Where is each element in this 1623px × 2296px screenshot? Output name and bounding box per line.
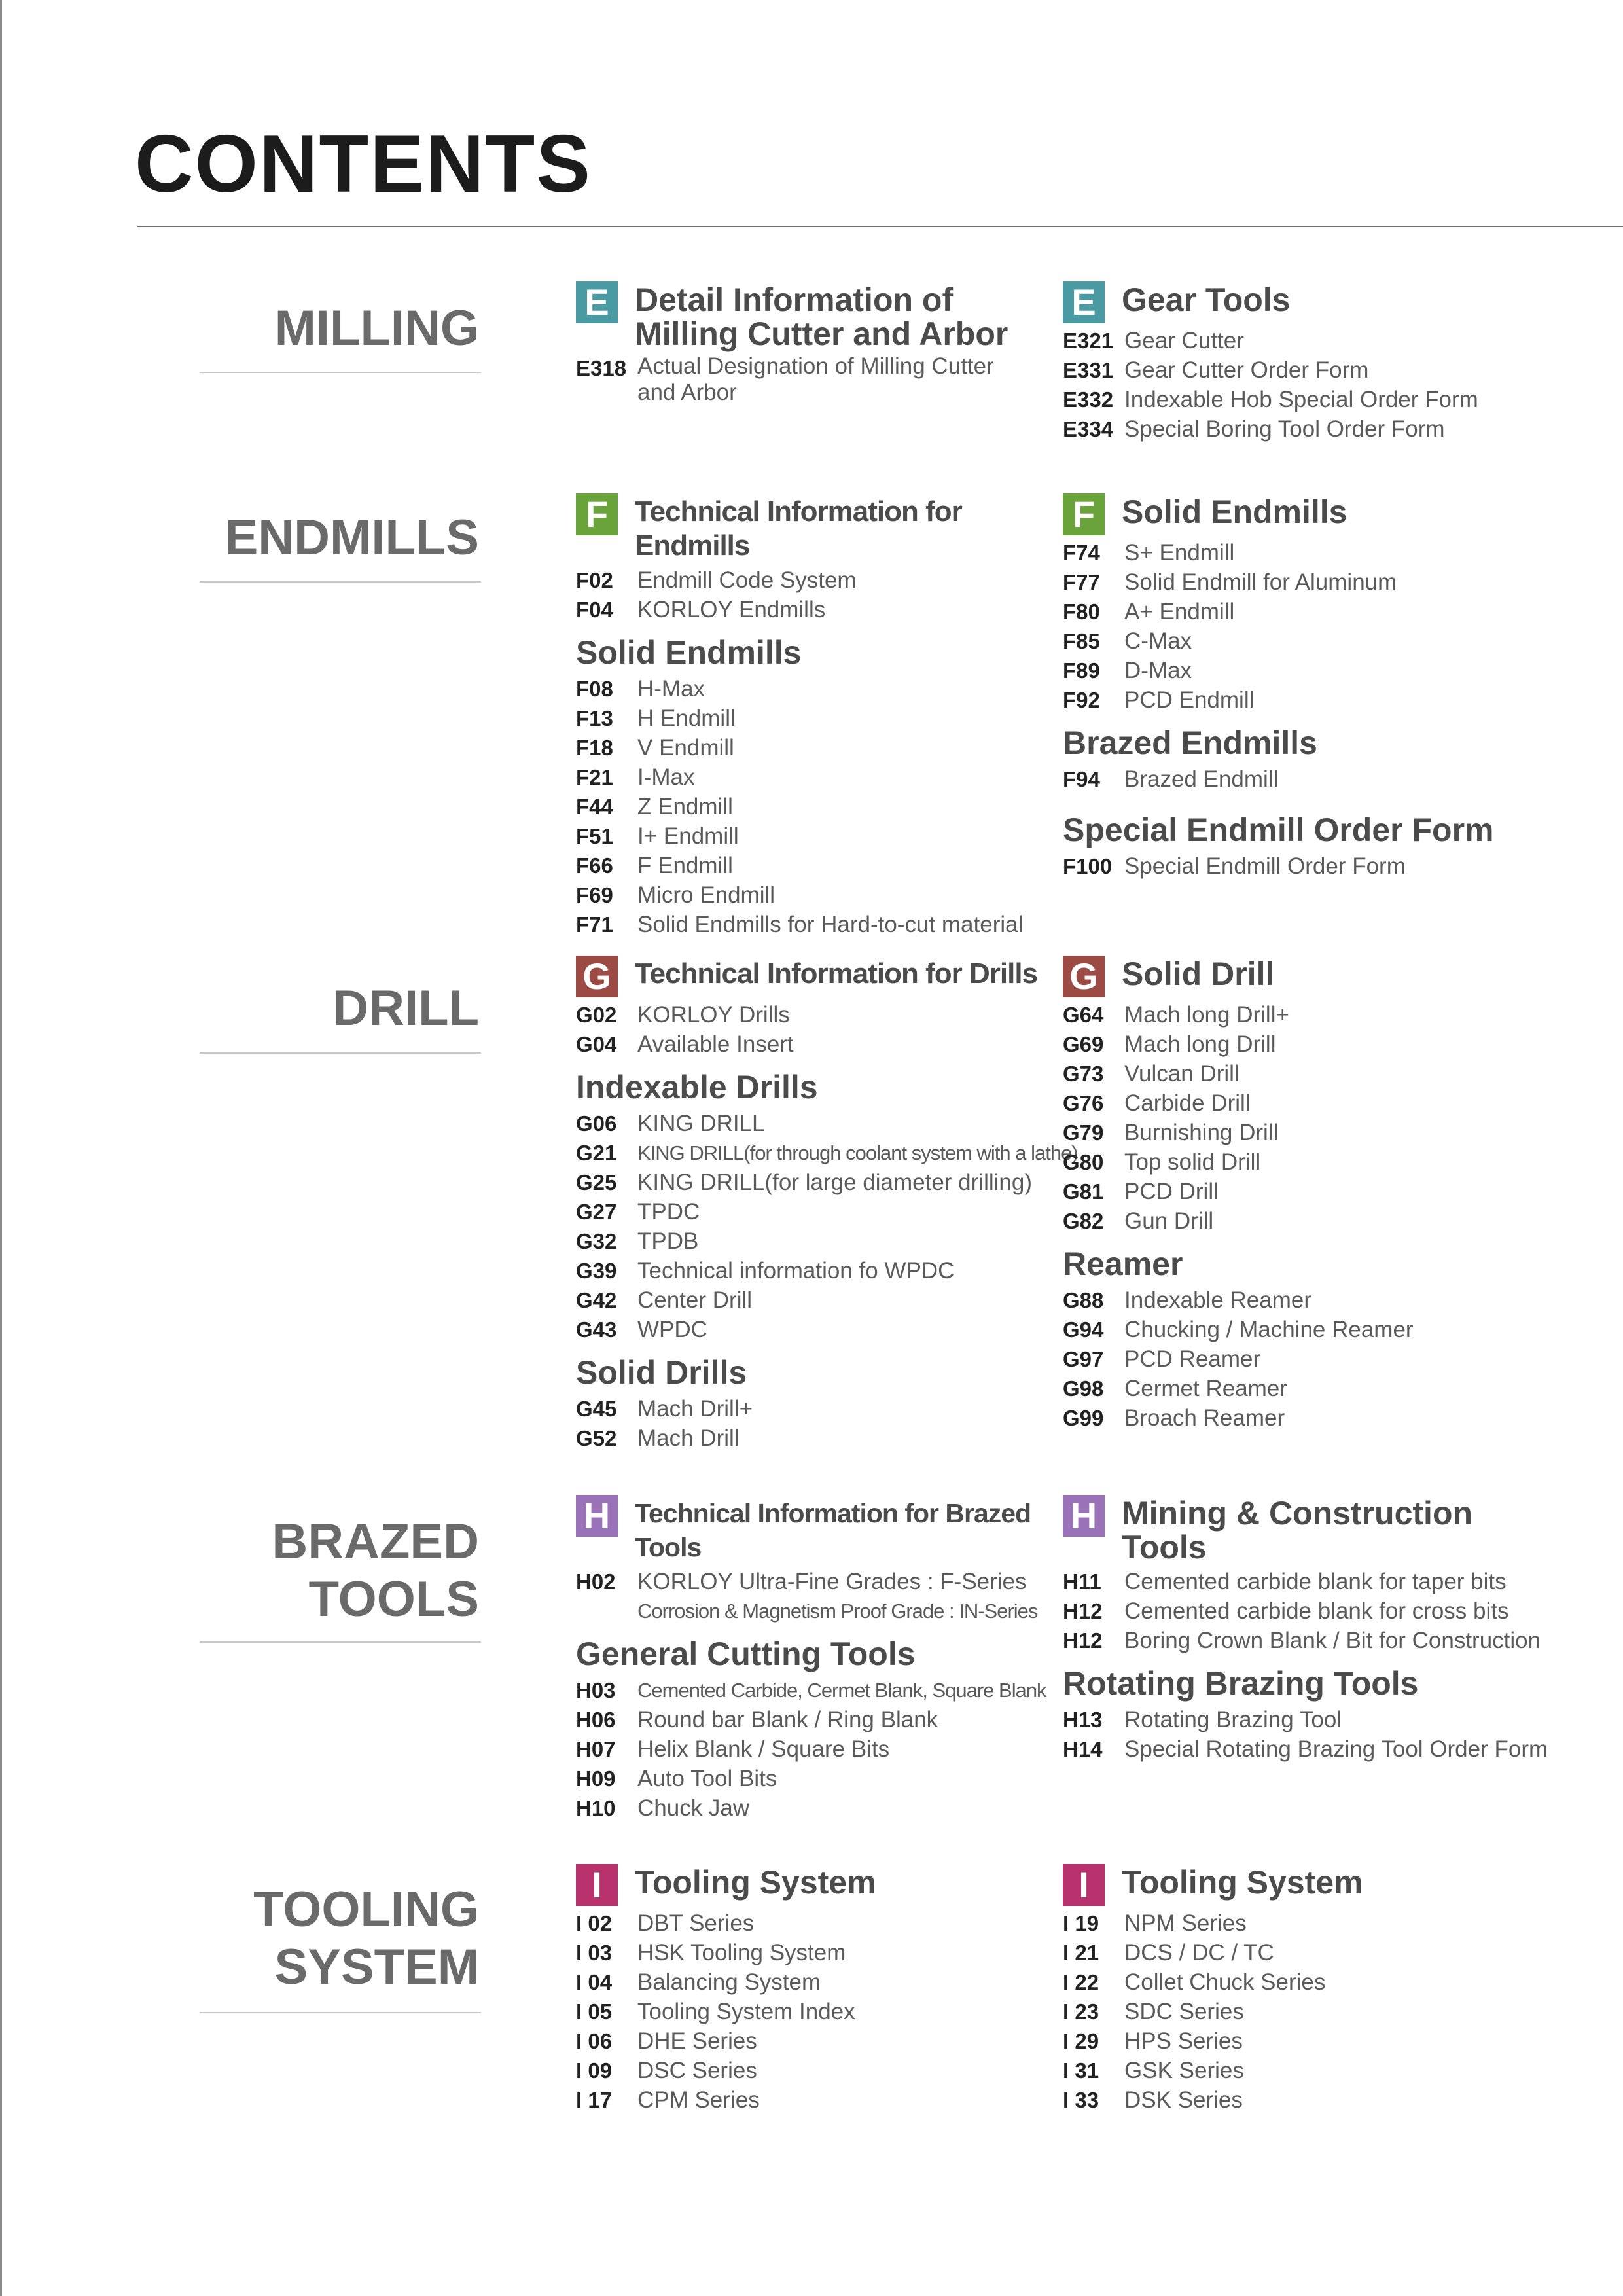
toc-entry[interactable] [1063, 685, 1541, 715]
group-header [1063, 1863, 1541, 1906]
entry-label: Technical information fo WPDC [637, 1258, 955, 1283]
toc-entry[interactable] [576, 1394, 1054, 1424]
endmills-right-column [1063, 492, 1541, 881]
page-title: CONTENTS [135, 119, 592, 209]
entry-label: PCD Endmill [1124, 687, 1255, 713]
toc-entry[interactable] [576, 674, 1054, 704]
entry-label: DSK Series [1124, 2087, 1243, 2113]
toc-entry[interactable] [576, 1676, 1054, 1705]
entry-label: Indexable Hob Special Order Form [1124, 387, 1478, 412]
entry-label: Cermet Reamer [1124, 1376, 1287, 1401]
entry-label: Chucking / Machine Reamer [1124, 1317, 1414, 1342]
toc-entry[interactable] [1063, 355, 1541, 385]
page-code: H12 [1063, 1599, 1103, 1623]
toc-entry[interactable] [576, 1997, 1054, 2026]
toc-entry[interactable] [576, 1168, 1054, 1197]
page-code: H14 [1063, 1737, 1103, 1761]
chapter-badge: I [1063, 1864, 1105, 1906]
section-divider [200, 2012, 481, 2013]
brazed-right-column [1063, 1494, 1548, 1764]
subgroup-title: Special Endmill Order Form [1063, 812, 1494, 848]
entry-label: Auto Tool Bits [637, 1766, 777, 1791]
group-title: Detail Information of Milling Cutter and Arbor [635, 281, 1008, 352]
chapter-badge: F [576, 493, 618, 535]
entry-label: Helix Blank / Square Bits [637, 1736, 890, 1762]
toc-entry[interactable] [576, 2026, 1054, 2056]
page-code: E334 [1063, 417, 1114, 441]
group-title: Mining & Construction Tools [1122, 1495, 1473, 1566]
entry-label: HSK Tooling System [637, 1940, 846, 1965]
page-code: G94 [1063, 1318, 1104, 1342]
page-code: I 04 [576, 1970, 613, 1994]
brazed-left-column [576, 1494, 1054, 1823]
entry-label: H-Max [637, 676, 705, 702]
page-code: F92 [1063, 688, 1100, 712]
toc-entry[interactable] [1063, 1909, 1541, 1938]
page-code: F94 [1063, 767, 1100, 791]
entry-label: Broach Reamer [1124, 1405, 1285, 1431]
entry-label: F Endmill [637, 853, 733, 878]
entry-label: Solid Endmill for Aluminum [1124, 569, 1397, 595]
entry-label: Cemented Carbide, Cermet Blank, Square Blank [637, 1679, 1046, 1702]
entry-label: WPDC [637, 1317, 707, 1342]
group-title: Technical Information for Endmills [635, 495, 962, 562]
entry-label: KORLOY Ultra-Fine Grades : F-Series [637, 1569, 1027, 1594]
page-code: E332 [1063, 387, 1114, 412]
toc-entry[interactable] [1063, 1147, 1541, 1177]
entry-label: Boring Crown Blank / Bit for Construction [1124, 1628, 1541, 1653]
toc-entry[interactable] [1063, 1403, 1541, 1433]
page-code: I 21 [1063, 1941, 1099, 1965]
toc-entry[interactable] [576, 1793, 1054, 1823]
toc-entry[interactable] [576, 2085, 1054, 2115]
page-code: G73 [1063, 1062, 1104, 1086]
entry-label: Vulcan Drill [1124, 1061, 1240, 1086]
group-header [576, 1863, 1054, 1906]
page-code: E318 [576, 356, 627, 380]
page-code: F02 [576, 568, 613, 592]
page-code: F08 [576, 677, 613, 701]
page-code: F100 [1063, 854, 1113, 878]
chapter-badge: E [1063, 281, 1105, 323]
toc-entry[interactable] [1063, 1734, 1548, 1764]
drill-right-column [1063, 954, 1541, 1433]
subgroup-title: Indexable Drills [576, 1069, 818, 1105]
entry-label: D-Max [1124, 658, 1192, 683]
subgroup-title: Rotating Brazing Tools [1063, 1665, 1419, 1702]
toc-entry[interactable] [576, 1909, 1054, 1938]
page-code: G82 [1063, 1209, 1104, 1233]
section-label-line: ENDMILLS [224, 510, 479, 565]
entry-label: DHE Series [637, 2028, 757, 2054]
page-code: F69 [576, 883, 613, 907]
page-code: I 09 [576, 2058, 613, 2083]
toc-entry[interactable] [1063, 1626, 1541, 1655]
page-code: G80 [1063, 1150, 1104, 1174]
entry-label: Endmill Code System [637, 567, 857, 593]
toc-entry[interactable] [576, 821, 1054, 851]
milling-right-column [1063, 280, 1541, 444]
entry-label: KING DRILL(for large diameter drilling) [637, 1170, 1032, 1195]
page-code: I 17 [576, 2088, 613, 2112]
toc-entry[interactable] [1063, 1997, 1541, 2026]
toc-entry[interactable] [576, 1030, 1054, 1059]
page-code: F71 [576, 912, 613, 937]
section-divider [200, 1641, 481, 1643]
toc-entry[interactable] [576, 1734, 1054, 1764]
title-divider [137, 226, 1623, 227]
entry-label: I-Max [637, 764, 695, 790]
chapter-badge: G [576, 956, 618, 997]
page-code: I 31 [1063, 2058, 1099, 2083]
group-header [1063, 1494, 1541, 1564]
toc-entry[interactable] [1063, 1967, 1541, 1997]
page-code: G99 [1063, 1406, 1104, 1430]
page-code: G45 [576, 1397, 617, 1421]
toc-entry[interactable] [1063, 1206, 1541, 1236]
page-code: F18 [576, 736, 613, 760]
entry-label: Available Insert [637, 1031, 794, 1057]
toc-entry[interactable] [1063, 1315, 1541, 1344]
toc-entry[interactable] [1063, 1596, 1541, 1626]
page-code: H06 [576, 1708, 616, 1732]
page-code: E331 [1063, 358, 1114, 382]
page-code: F77 [1063, 570, 1100, 594]
page-code: G21 [576, 1141, 617, 1165]
entry-label: DSC Series [637, 2058, 757, 2083]
page-code: I 33 [1063, 2088, 1099, 2112]
chapter-badge: E [576, 281, 618, 323]
toc-entry[interactable] [1063, 1705, 1541, 1734]
toc-entry[interactable] [1063, 326, 1541, 355]
section-label-line: TOOLING [253, 1882, 479, 1937]
toc-entry[interactable] [576, 880, 1054, 910]
chapter-badge: H [576, 1495, 618, 1537]
entry-label: Micro Endmill [637, 882, 776, 908]
subgroup-title: Solid Endmills [576, 634, 802, 671]
entry-label: Mach Drill [637, 1426, 740, 1451]
page-code: G43 [576, 1318, 617, 1342]
toc-entry[interactable] [1063, 1344, 1541, 1374]
toc-entry[interactable] [1063, 626, 1541, 656]
page-code: I 23 [1063, 2000, 1099, 2024]
group-title: Tooling System [1122, 1864, 1363, 1901]
page-code: F21 [576, 765, 613, 789]
entry-label: Cemented carbide blank for taper bits [1124, 1569, 1507, 1594]
page-code: F85 [1063, 629, 1100, 653]
toc-entry[interactable] [576, 2056, 1054, 2085]
section-label-line: SYSTEM [274, 1939, 479, 1995]
entry-label: Rotating Brazing Tool [1124, 1707, 1342, 1732]
toc-entry[interactable] [576, 1227, 1054, 1256]
toc-entry[interactable] [576, 565, 1054, 595]
entry-label: Burnishing Drill [1124, 1120, 1279, 1145]
toc-entry[interactable] [1063, 1567, 1541, 1596]
page-code: H02 [576, 1570, 616, 1594]
page-code: G64 [1063, 1003, 1104, 1027]
entry-label: S+ Endmill [1124, 540, 1235, 565]
section-label-milling [196, 300, 479, 357]
toc-entry[interactable] [576, 762, 1054, 792]
section-label-tooling-system [196, 1881, 479, 1996]
entry-label: Solid Endmills for Hard-to-cut material [637, 912, 1024, 937]
toc-entry[interactable] [1063, 1059, 1541, 1088]
section-divider [200, 372, 481, 373]
toc-entry[interactable] [576, 1596, 1054, 1626]
group-title: Solid Drill [1122, 956, 1275, 992]
toc-entry[interactable] [576, 1285, 1054, 1315]
page-code: G52 [576, 1426, 617, 1450]
group-header [1063, 280, 1541, 323]
page-code: G06 [576, 1111, 617, 1136]
entry-label: Special Rotating Brazing Tool Order Form [1124, 1736, 1548, 1762]
chapter-badge: G [1063, 956, 1105, 997]
entry-label: Collet Chuck Series [1124, 1969, 1326, 1995]
page-code: G39 [576, 1259, 617, 1283]
entry-label: Tooling System Index [637, 1999, 855, 2024]
entry-label: Chuck Jaw [637, 1795, 750, 1821]
entry-label: Brazed Endmill [1124, 766, 1279, 792]
page-code: I 05 [576, 2000, 613, 2024]
page-code: G25 [576, 1170, 617, 1194]
toc-entry[interactable] [576, 1256, 1054, 1285]
group-header [1063, 954, 1541, 997]
drill-left-column [576, 954, 1078, 1453]
toc-entry[interactable] [1063, 1118, 1541, 1147]
subgroup-title: Solid Drills [576, 1354, 747, 1391]
toc-entry[interactable] [576, 1967, 1054, 1997]
page-code: G42 [576, 1288, 617, 1312]
section-divider [200, 1052, 481, 1054]
entry-label: PCD Drill [1124, 1179, 1219, 1204]
entry-label: KING DRILL(for through coolant system with a lathe) [637, 1141, 1078, 1164]
group-header [576, 1494, 1054, 1564]
chapter-badge: F [1063, 493, 1105, 535]
toc-entry[interactable] [576, 910, 1054, 939]
toc-entry[interactable] [576, 1938, 1054, 1967]
group-header [1063, 492, 1541, 535]
toc-entry[interactable] [1063, 567, 1541, 597]
page-code: F89 [1063, 658, 1100, 683]
entry-label: Mach long Drill [1124, 1031, 1276, 1057]
toc-entry[interactable] [1063, 1030, 1541, 1059]
page-code: G79 [1063, 1121, 1104, 1145]
endmills-left-column [576, 492, 1054, 939]
entry-label: DCS / DC / TC [1124, 1940, 1274, 1965]
toc-entry[interactable] [1063, 1285, 1541, 1315]
entry-label: Gear Cutter [1124, 328, 1244, 353]
entry-label: NPM Series [1124, 1910, 1247, 1936]
entry-label: Mach Drill+ [637, 1396, 753, 1422]
section-label-endmills [196, 509, 479, 567]
toc-entry[interactable] [1063, 597, 1541, 626]
toc-entry[interactable] [576, 704, 1054, 733]
toc-entry[interactable] [576, 1138, 1078, 1168]
entry-label: Corrosion & Magnetism Proof Grade : IN-Series [637, 1600, 1038, 1623]
page-code: I 02 [576, 1911, 613, 1935]
page-code: I 19 [1063, 1911, 1099, 1935]
page-code: H09 [576, 1767, 616, 1791]
toc-entry[interactable] [576, 1109, 1054, 1138]
page-code: E321 [1063, 329, 1114, 353]
entry-label: H Endmill [637, 706, 736, 731]
group-header [576, 280, 1054, 351]
toc-entry[interactable] [576, 792, 1054, 821]
entry-label: CPM Series [637, 2087, 760, 2113]
page-code: F80 [1063, 600, 1100, 624]
page-code: I 06 [576, 2029, 613, 2053]
toc-entry[interactable] [576, 595, 1054, 624]
toc-entry[interactable] [576, 1567, 1054, 1596]
section-label-brazed-tools [196, 1513, 479, 1628]
section-label-line: DRILL [332, 980, 479, 1036]
page-code: F44 [576, 795, 613, 819]
entry-label: GSK Series [1124, 2058, 1244, 2083]
entry-label: Special Endmill Order Form [1124, 853, 1406, 879]
entry-label: A+ Endmill [1124, 599, 1235, 624]
page-code: I 22 [1063, 1970, 1099, 1994]
entry-label: Cemented carbide blank for cross bits [1124, 1598, 1509, 1624]
toc-entry[interactable] [576, 353, 1054, 406]
page-code: G76 [1063, 1091, 1104, 1115]
entry-label: HPS Series [1124, 2028, 1243, 2054]
page-code: I 03 [576, 1941, 613, 1965]
tooling-left-column [576, 1863, 1054, 2115]
entry-label: SDC Series [1124, 1999, 1244, 2024]
toc-entry[interactable] [1063, 852, 1541, 881]
toc-entry[interactable] [1063, 385, 1541, 414]
entry-label: TPDC [637, 1199, 700, 1225]
toc-entry[interactable] [1063, 764, 1541, 794]
group-title: Tooling System [635, 1864, 876, 1901]
entry-label: TPDB [637, 1229, 699, 1254]
toc-entry[interactable] [1063, 1938, 1541, 1967]
toc-entry[interactable] [576, 1197, 1054, 1227]
toc-entry[interactable] [1063, 2056, 1541, 2085]
tooling-right-column [1063, 1863, 1541, 2115]
toc-entry[interactable] [1063, 656, 1541, 685]
entry-label: Gun Drill [1124, 1208, 1214, 1234]
entry-label: Gear Cutter Order Form [1124, 357, 1369, 383]
page-code: H13 [1063, 1708, 1103, 1732]
page-code: F13 [576, 706, 613, 730]
group-title: Technical Information for Brazed Tools [635, 1498, 1031, 1562]
page-code: F04 [576, 598, 613, 622]
entry-label: KING DRILL [637, 1111, 765, 1136]
toc-entry[interactable] [1063, 538, 1541, 567]
page-code: H03 [576, 1678, 616, 1702]
toc-entry[interactable] [576, 1764, 1054, 1793]
page-code: G02 [576, 1003, 617, 1027]
chapter-badge: I [576, 1864, 618, 1906]
page-code: H12 [1063, 1628, 1103, 1653]
page-code: H07 [576, 1737, 616, 1761]
toc-entry[interactable] [1063, 1374, 1541, 1403]
entry-label: Round bar Blank / Ring Blank [637, 1707, 938, 1732]
page-code: G98 [1063, 1376, 1104, 1401]
chapter-badge: H [1063, 1495, 1105, 1537]
entry-label: PCD Reamer [1124, 1346, 1261, 1372]
toc-entry[interactable] [576, 1705, 1054, 1734]
page-code: G81 [1063, 1179, 1104, 1204]
group-title: Gear Tools [1122, 281, 1291, 318]
subgroup-title: Brazed Endmills [1063, 725, 1317, 761]
page-code: G27 [576, 1200, 617, 1224]
toc-entry[interactable] [576, 851, 1054, 880]
page-code: H11 [1063, 1570, 1101, 1594]
page-code: G97 [1063, 1347, 1104, 1371]
entry-label: I+ Endmill [637, 823, 739, 849]
entry-label: Actual Designation of Milling Cutter and Arbor [637, 353, 994, 405]
entry-label: Carbide Drill [1124, 1090, 1251, 1116]
toc-entry[interactable] [1063, 2026, 1541, 2056]
group-title: Technical Information for Drills [635, 958, 1038, 990]
entry-label: Center Drill [637, 1287, 753, 1313]
entry-label: KORLOY Drills [637, 1002, 790, 1028]
page-code: H10 [576, 1796, 616, 1820]
toc-entry[interactable] [1063, 414, 1541, 444]
section-label-line: TOOLS [308, 1571, 479, 1627]
entry-label: KORLOY Endmills [637, 597, 826, 622]
toc-entry[interactable] [576, 1424, 1054, 1453]
entry-label: C-Max [1124, 628, 1192, 654]
toc-entry[interactable] [1063, 1088, 1541, 1118]
subgroup-title: Reamer [1063, 1246, 1183, 1282]
toc-entry[interactable] [1063, 1000, 1541, 1030]
entry-label: DBT Series [637, 1910, 755, 1936]
group-title: Solid Endmills [1122, 493, 1347, 530]
page-code: G88 [1063, 1288, 1104, 1312]
page-code: G04 [576, 1032, 617, 1056]
entry-label: V Endmill [637, 735, 734, 761]
subgroup-title: General Cutting Tools [576, 1636, 916, 1672]
group-header [576, 492, 1054, 563]
entry-label: Mach long Drill+ [1124, 1002, 1289, 1028]
entry-label: Z Endmill [637, 794, 733, 819]
toc-entry[interactable] [576, 1315, 1054, 1344]
section-divider [200, 581, 481, 583]
milling-left-column [576, 280, 1054, 406]
section-label-drill [196, 980, 479, 1037]
section-label-line: BRAZED [272, 1514, 479, 1570]
group-header [576, 954, 1054, 997]
page-code: G69 [1063, 1032, 1104, 1056]
page-code: G32 [576, 1229, 617, 1253]
entry-label: Top solid Drill [1124, 1149, 1261, 1175]
page-code: I 29 [1063, 2029, 1099, 2053]
page-code: F51 [576, 824, 613, 848]
entry-label: Indexable Reamer [1124, 1287, 1311, 1313]
toc-entry[interactable] [576, 1000, 1054, 1030]
toc-entry[interactable] [1063, 2085, 1541, 2115]
section-label-line: MILLING [274, 300, 479, 356]
page-code: F74 [1063, 541, 1100, 565]
toc-entry[interactable] [576, 733, 1054, 762]
entry-label: Balancing System [637, 1969, 821, 1995]
toc-entry[interactable] [1063, 1177, 1541, 1206]
page-edge-line [0, 0, 2, 2296]
page-code: F66 [576, 853, 613, 878]
entry-label: Special Boring Tool Order Form [1124, 416, 1445, 442]
